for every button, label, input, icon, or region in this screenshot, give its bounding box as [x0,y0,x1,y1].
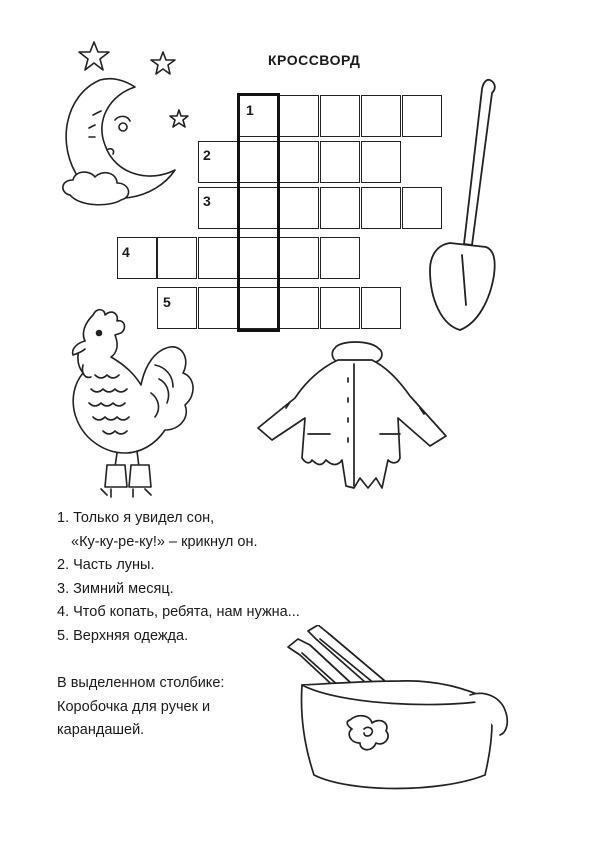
crossword-cell[interactable] [238,95,278,137]
crossword-cell[interactable] [361,287,401,329]
crossword-cell[interactable] [361,187,401,229]
clue-1-continued: «Ку-ку-ре-ку!» – крикнул он. [71,533,258,550]
shovel-icon [420,75,500,335]
hint-line: Коробочка для ручек и [57,698,211,715]
crossword-cell[interactable] [361,95,401,137]
crossword-cell[interactable] [279,287,319,329]
clue-2: 2. Часть луны. [57,557,155,573]
clue-3: 3. Зимний месяц. [57,580,174,597]
crossword-cell[interactable] [320,187,360,229]
crossword-cell[interactable] [320,287,360,329]
pencil-case-icon [280,625,520,800]
crossword-cell[interactable] [361,141,401,183]
crossword-cell[interactable] [320,95,360,137]
crossword-cell[interactable] [238,187,278,229]
crossword-cell[interactable] [157,237,197,279]
moon-icon [55,75,185,225]
hint-line: В выделенном столбике: [57,675,225,691]
crossword-cell[interactable] [238,141,278,183]
crossword-cell[interactable] [320,237,360,279]
crossword-cell[interactable] [279,141,319,183]
clues-list [57,507,300,648]
crossword-cell[interactable] [279,95,319,137]
rooster-icon [55,305,205,505]
row-number-1: 1 [246,102,254,118]
crossword-cell[interactable] [238,237,278,279]
highlighted-column-hint [57,672,224,743]
row-number-2: 2 [203,147,211,163]
clue-1: 1. Только я увидел сон, [57,510,215,526]
page-title: КРОССВОРД [268,52,361,68]
row-number-5: 5 [163,294,171,310]
row-number-4: 4 [122,244,130,260]
row-number-3: 3 [203,193,211,209]
hint-line: карандашей. [57,722,145,738]
clue-4: 4. Чтоб копать, ребята, нам нужна... [57,604,300,620]
coat-icon [250,338,460,498]
crossword-cell[interactable] [320,141,360,183]
clue-5: 5. Верхняя одежда. [57,627,189,644]
crossword-cell[interactable] [198,237,238,279]
crossword-cell[interactable] [238,287,278,329]
crossword-cell[interactable] [279,187,319,229]
crossword-cell[interactable] [279,237,319,279]
